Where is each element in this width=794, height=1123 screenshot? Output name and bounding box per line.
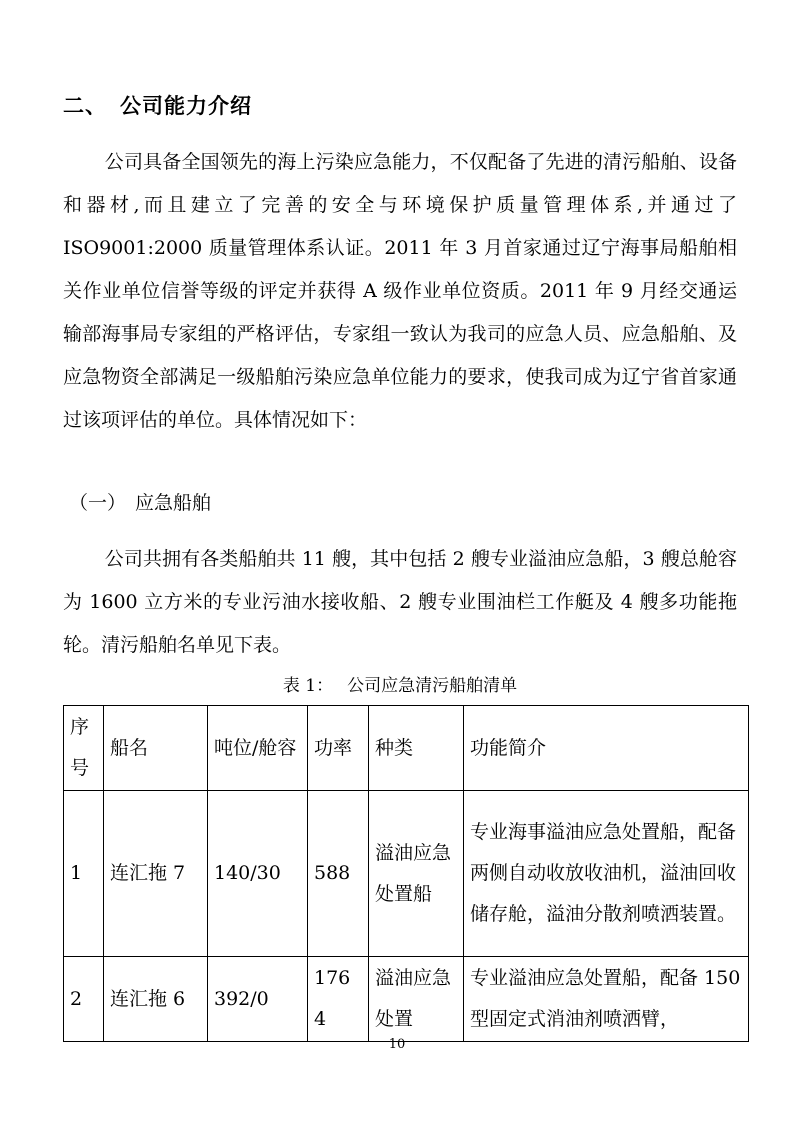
document-content xyxy=(63,0,748,1042)
cell-name: 连汇拖 7 xyxy=(104,791,208,957)
cell-desc: 专业溢油应急处置船，配备 150 型固定式消油剂喷洒臂， xyxy=(464,957,749,1042)
header-cell-name: 船名 xyxy=(104,706,208,791)
cell-power: 1764 xyxy=(308,957,369,1042)
cell-tonnage: 140/30 xyxy=(208,791,308,957)
header-cell-no: 序号 xyxy=(64,706,104,791)
ships-table xyxy=(63,705,749,1042)
cell-type: 溢油应急处置船 xyxy=(369,791,464,957)
header-cell-power: 功率 xyxy=(308,706,369,791)
page-number: 10 xyxy=(388,1037,406,1052)
section-heading xyxy=(63,0,748,117)
section-heading-number: 二、 xyxy=(63,93,107,118)
table-row xyxy=(64,791,749,957)
fleet-paragraph: 公司共拥有各类船舶共 11 艘，其中包括 2 艘专业溢油应急船，3 艘总舱容为 1600 立方米的专业污油水接收船、2 艘专业围油栏工作艇及 4 艘多功能拖轮。清污船舶名单见下表。 xyxy=(63,548,737,656)
header-cell-tonnage: 吨位/舱容 xyxy=(208,706,308,791)
cell-no: 2 xyxy=(64,957,104,1042)
table-row xyxy=(64,957,749,1042)
cell-name: 连汇拖 6 xyxy=(104,957,208,1042)
header-cell-type: 种类 xyxy=(369,706,464,791)
table-caption-title: 公司应急清污船舶清单 xyxy=(347,676,518,696)
subsection-heading-number: （一） xyxy=(69,492,127,514)
cell-type: 溢油应急处置 xyxy=(369,957,464,1042)
cell-power: 588 xyxy=(308,791,369,957)
table-caption-label: 表 1： xyxy=(282,676,334,696)
intro-paragraph: 公司具备全国领先的海上污染应急能力，不仅配备了先进的清污船舶、设备和器材,而且建立了完善的安全与环境保护质量管理体系,并通过了 ISO9001:2000 质量管理体系认证。2011 年 3 月首家通过辽宁海事局船舶相关作业单位信誉等级的评定并获得 A 级作业单位资质。2011 年 9 月经交通运输部海事局专家组的严格评估，专家组一致认为我司的应急人员、应急船舶、及应急物资全部满足一级船舶污染应急单位能力的要求，使我司成为辽宁省首家通过该项评估的单位。具体情况如下： xyxy=(63,151,737,431)
subsection-heading xyxy=(63,492,748,514)
header-cell-desc: 功能简介 xyxy=(464,706,749,791)
subsection-heading-title: 应急船舶 xyxy=(135,492,212,514)
table-caption xyxy=(63,676,737,696)
table-header-row xyxy=(64,706,749,791)
cell-desc: 专业海事溢油应急处置船，配备两侧自动收放收油机，溢油回收储存舱，溢油分散剂喷洒装置。 xyxy=(464,791,749,957)
cell-tonnage: 392/0 xyxy=(208,957,308,1042)
cell-no: 1 xyxy=(64,791,104,957)
section-heading-title: 公司能力介绍 xyxy=(120,93,252,118)
